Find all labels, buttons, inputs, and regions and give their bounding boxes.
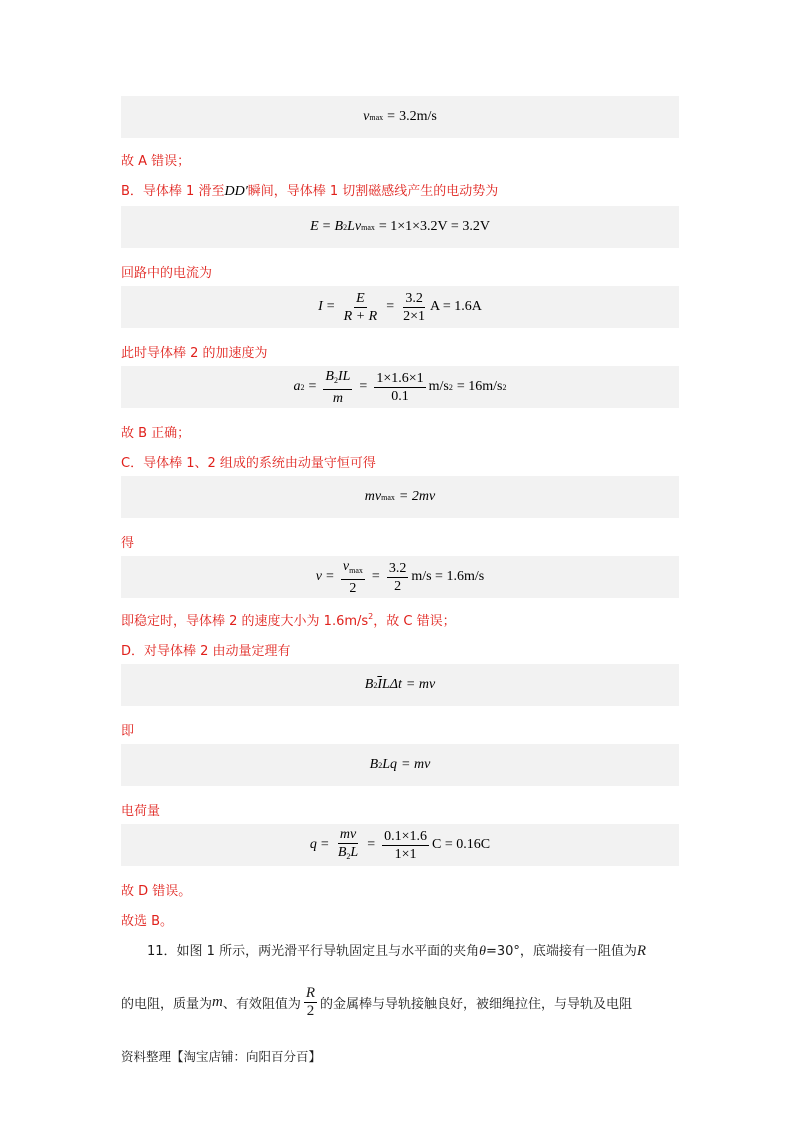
eq-symbol: q xyxy=(309,837,317,852)
eq-symbol: B xyxy=(337,844,347,860)
text-d-wrong: 故 D 错误。 xyxy=(121,884,192,899)
q11-text: 、有效阻值为 xyxy=(222,997,301,1012)
eq-symbol: v xyxy=(315,569,323,584)
text-c-result xyxy=(121,610,456,629)
eq-value: 3.2m/s xyxy=(399,109,437,124)
eq-operator: = xyxy=(326,299,335,314)
eq-symbol: Lv xyxy=(347,219,362,234)
eq-value: = mv xyxy=(401,757,431,772)
equation-block-vmax xyxy=(121,96,679,138)
text-circuit-current: 回路中的电流为 xyxy=(121,266,213,281)
fraction xyxy=(323,369,352,406)
equation-charge-eq xyxy=(370,757,431,773)
equation-momentum xyxy=(365,489,435,505)
q11-text: =30°，底端接有一阻值为 xyxy=(485,944,637,959)
eq-subscript: max xyxy=(349,565,363,575)
question-11-line-2 xyxy=(121,986,632,1019)
eq-value: A = 1.6A xyxy=(430,299,482,314)
fraction xyxy=(342,291,380,324)
eq-symbol: mv xyxy=(364,489,382,504)
equation-accel xyxy=(294,369,507,406)
eq-symbol: v xyxy=(363,109,370,124)
eq-subscript: max xyxy=(381,492,395,502)
equation-emf xyxy=(310,219,490,235)
fraction xyxy=(401,291,427,324)
q11-text: 的金属棒与导轨接触良好，被细绳拉住，与导轨及电阻 xyxy=(320,997,633,1012)
equation-charge xyxy=(310,827,490,864)
equation-block-current xyxy=(121,286,679,328)
eq-operator: = xyxy=(359,379,368,394)
equation-block-impulse xyxy=(121,664,679,706)
text-b-intro-symbol: DD′ xyxy=(224,184,248,199)
fraction-denominator: m xyxy=(332,390,343,406)
text-b-intro-pre: B．导体棒 1 滑至 xyxy=(121,184,225,199)
eq-value: m/s = 1.6m/s xyxy=(411,569,485,584)
text-c-result-sup: 2 xyxy=(368,612,374,621)
eq-subscript: 2 xyxy=(346,851,351,861)
fraction-denominator: 2×1 xyxy=(403,308,426,324)
question-11-line-1 xyxy=(147,940,646,960)
text-ji: 即 xyxy=(121,724,135,739)
eq-symbol: B xyxy=(364,677,374,692)
eq-superscript: 2 xyxy=(502,382,507,392)
fraction-denominator: R + R xyxy=(343,308,378,324)
fraction-numerator: E xyxy=(356,290,365,306)
eq-value: C = 0.16C xyxy=(432,837,491,852)
eq-symbol-average: $\overline{I}$ xyxy=(377,677,383,692)
fraction-numerator: 0.1×1.6 xyxy=(384,828,427,844)
equation-vmax xyxy=(363,109,437,125)
fraction-denominator: 2 xyxy=(306,1003,315,1019)
eq-superscript: 2 xyxy=(448,382,453,392)
q11-symbol-m: m xyxy=(212,994,223,1010)
q11-fraction xyxy=(304,986,317,1019)
eq-symbol: v xyxy=(342,558,350,574)
eq-value: = mv xyxy=(405,677,436,692)
fraction-numerator: 3.2 xyxy=(405,290,423,306)
eq-subscript: max xyxy=(369,112,384,122)
eq-symbol: a xyxy=(293,379,301,394)
equation-block-charge xyxy=(121,824,679,866)
fraction-numerator xyxy=(341,559,365,580)
equation-block-momentum xyxy=(121,476,679,518)
eq-operator: = xyxy=(371,569,380,584)
eq-subscript: 2 xyxy=(343,222,348,232)
fraction xyxy=(341,559,365,596)
fraction xyxy=(387,561,409,594)
eq-value: = 1×1×3.2V = 3.2V xyxy=(378,219,490,234)
eq-operator: = xyxy=(308,379,317,394)
eq-symbol: I xyxy=(318,299,323,314)
text-d-intro: D．对导体棒 2 由动量定理有 xyxy=(121,644,291,659)
eq-unit: m/s xyxy=(428,379,449,394)
eq-subscript: 2 xyxy=(378,760,383,770)
fraction-denominator: 2 xyxy=(349,580,357,596)
text-b-intro xyxy=(121,180,498,200)
q11-symbol-theta: θ xyxy=(479,944,486,959)
eq-symbol: L xyxy=(350,844,359,860)
text-a-wrong: 故 A 错误； xyxy=(121,154,191,169)
text-get: 得 xyxy=(121,536,135,551)
text-charge-amount: 电荷量 xyxy=(121,804,161,819)
eq-symbol: B xyxy=(369,757,379,772)
equation-current xyxy=(318,291,482,324)
eq-operator: = xyxy=(387,109,396,124)
equation-block-emf xyxy=(121,206,679,248)
fraction-numerator: 1×1.6×1 xyxy=(376,370,424,386)
eq-symbol: IL xyxy=(337,368,351,384)
equation-impulse xyxy=(365,677,435,693)
fraction-denominator: 2 xyxy=(394,578,402,594)
eq-operator: = xyxy=(326,569,334,584)
text-b-right: 故 B 正确； xyxy=(121,426,191,441)
fraction xyxy=(382,829,429,862)
eq-operator: = xyxy=(320,837,329,852)
eq-subscript: 2 xyxy=(373,680,378,690)
q11-text: 11．如图 1 所示，两光滑平行导轨固定且与水平面的夹角 xyxy=(147,944,480,959)
q11-text: 的电阻，质量为 xyxy=(121,997,213,1012)
eq-symbol: B xyxy=(334,219,344,234)
fraction-denominator: 0.1 xyxy=(391,388,409,404)
fraction-numerator: 3.2 xyxy=(388,560,407,576)
fraction xyxy=(374,371,425,404)
fraction-numerator: R xyxy=(305,985,316,1001)
eq-symbol: LΔt xyxy=(382,677,402,692)
text-b-intro-post: 瞬间，导体棒 1 切割磁感线产生的电动势为 xyxy=(247,184,499,199)
eq-subscript: 2 xyxy=(300,382,305,392)
fraction-numerator: mv xyxy=(339,826,357,842)
eq-subscript: 2 xyxy=(333,375,338,385)
equation-velocity xyxy=(316,559,484,596)
fraction-numerator xyxy=(323,369,352,390)
footer-text: 资料整理【淘宝店铺：向阳百分百】 xyxy=(121,1049,322,1064)
eq-symbol: Lq xyxy=(382,757,398,772)
eq-operator: = xyxy=(386,299,395,314)
text-rod2-accel: 此时导体棒 2 的加速度为 xyxy=(121,346,268,361)
text-c-intro: C．导体棒 1、2 组成的系统由动量守恒可得 xyxy=(121,456,376,471)
eq-value: = 16m/s xyxy=(456,379,503,394)
eq-symbol: E xyxy=(310,219,319,234)
equation-block-accel xyxy=(121,366,679,408)
q11-symbol-r: R xyxy=(636,943,647,959)
eq-value: = 2mv xyxy=(398,489,436,504)
equation-block-charge-eq xyxy=(121,744,679,786)
text-c-result-post: ，故 C 错误； xyxy=(373,614,456,629)
text-c-result-pre: 即稳定时，导体棒 2 的速度大小为 1.6m/s xyxy=(121,614,369,629)
fraction xyxy=(336,827,360,864)
eq-operator: = xyxy=(322,219,331,234)
text-choose-b: 故选 B。 xyxy=(121,914,174,929)
fraction-denominator xyxy=(336,844,360,864)
eq-subscript: max xyxy=(361,222,375,232)
fraction-denominator: 1×1 xyxy=(394,846,417,862)
eq-operator: = xyxy=(367,837,376,852)
equation-block-velocity xyxy=(121,556,679,598)
eq-symbol: B xyxy=(325,368,334,384)
